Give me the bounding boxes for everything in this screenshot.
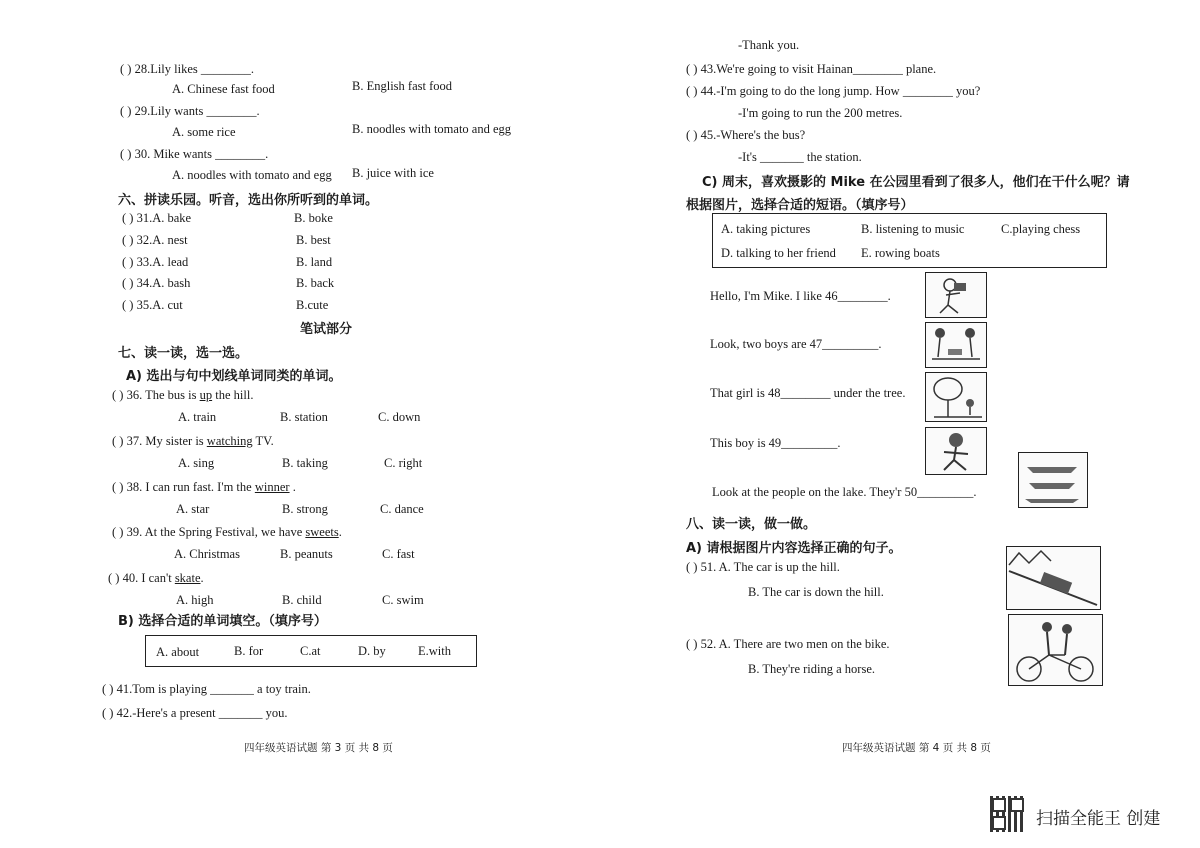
question-line-q44: ( ) 44.-I'm going to do the long jump. How ________ you? bbox=[686, 84, 981, 98]
question-line-q32b: B. best bbox=[296, 233, 331, 247]
question-line-q39a: A. Christmas bbox=[174, 547, 240, 561]
question-line-q35b: B.cute bbox=[296, 298, 329, 312]
question-line-q35: ( ) 35.A. cut bbox=[122, 298, 183, 312]
question-line-q39: ( ) 39. At the Spring Festival, we have sweets. bbox=[112, 525, 342, 539]
page-footer-right: 四年级英语试题 第 4 页 共 8 页 bbox=[842, 742, 991, 754]
photographer-sketch-icon bbox=[926, 273, 986, 317]
question-line-q44r: -I'm going to run the 200 metres. bbox=[738, 106, 903, 120]
boats-sketch-icon bbox=[1019, 453, 1087, 507]
phrase-option: D. talking to her friend bbox=[721, 246, 836, 260]
question-line-q28a: A. Chinese fast food bbox=[172, 82, 275, 96]
question-line-q38c: C. dance bbox=[380, 502, 424, 516]
question-line-q31b: B. boke bbox=[294, 211, 333, 225]
question-line-q37c: C. right bbox=[384, 456, 423, 470]
question-line-q36c: C. down bbox=[378, 410, 421, 424]
question-line-q36: ( ) 36. The bus is up the hill. bbox=[112, 388, 254, 402]
picture-rowing-boats bbox=[1018, 452, 1088, 508]
qr-code-icon bbox=[990, 796, 1026, 832]
question-line-q52b: B. They're riding a horse. bbox=[748, 662, 875, 676]
question-line-q29a: A. some rice bbox=[172, 125, 236, 139]
question-line-q33: ( ) 33.A. lead bbox=[122, 255, 189, 269]
question-line-q46: Hello, I'm Mike. I like 46________. bbox=[710, 289, 891, 303]
word-option: D. by bbox=[358, 644, 386, 658]
underlined-word: sweets bbox=[305, 525, 339, 539]
picture-car-hill bbox=[1006, 546, 1101, 610]
question-line-q49: This boy is 49_________. bbox=[710, 436, 841, 450]
phrase-choice-box bbox=[712, 213, 1107, 268]
picture-bike-riders bbox=[1008, 614, 1103, 686]
word-option: A. about bbox=[156, 645, 200, 659]
section-heading-sec7a: A) 选出与句中划线单词同类的单词。 bbox=[126, 369, 342, 384]
question-line-q45: ( ) 45.-Where's the bus? bbox=[686, 128, 806, 142]
question-line-q34: ( ) 34.A. bash bbox=[122, 276, 191, 290]
chess-players-sketch-icon bbox=[926, 323, 986, 367]
tree-sketch-icon bbox=[926, 373, 986, 421]
section-heading-sec7: 七、读一读，选一选。 bbox=[118, 346, 249, 361]
section-heading-sec6: 六、拼读乐园。听音，选出你所听到的单词。 bbox=[118, 193, 379, 208]
question-line-q41: ( ) 41.Tom is playing _______ a toy train. bbox=[102, 682, 311, 696]
question-line-q38: ( ) 38. I can run fast. I'm the winner . bbox=[112, 480, 296, 494]
question-line-q30a: A. noodles with tomato and egg bbox=[172, 168, 332, 182]
word-option: E.with bbox=[418, 644, 451, 658]
question-line-q38b: B. strong bbox=[282, 502, 328, 516]
underlined-word: winner bbox=[254, 480, 290, 494]
phrase-option: C.playing chess bbox=[1001, 222, 1081, 236]
question-line-q40c: C. swim bbox=[382, 593, 424, 607]
phrase-option: B. listening to music bbox=[861, 222, 965, 236]
section-heading-sec7b: B) 选择合适的单词填空。（填序号） bbox=[118, 614, 327, 629]
question-line-q33b: B. land bbox=[296, 255, 333, 269]
question-line-q37a: A. sing bbox=[178, 456, 215, 470]
question-line-q29b: B. noodles with tomato and egg bbox=[352, 122, 512, 136]
word-choice-box bbox=[145, 635, 477, 667]
underlined-word: skate bbox=[174, 571, 201, 585]
section-heading-secC: C) 周末，喜欢摄影的 Mike 在公园里看到了很多人，他们在干什么呢？请 bbox=[702, 175, 1130, 190]
underlined-word: up bbox=[199, 388, 213, 402]
phrase-option: A. taking pictures bbox=[721, 222, 811, 236]
question-line-q42: ( ) 42.-Here's a present _______ you. bbox=[102, 706, 288, 720]
underlined-word: watching bbox=[206, 434, 253, 448]
scanner-watermark: 扫描全能王 创建 bbox=[1036, 809, 1161, 829]
question-line-q52: ( ) 52. A. There are two men on the bike. bbox=[686, 637, 890, 651]
question-line-q38a: A. star bbox=[176, 502, 210, 516]
question-line-thanks: -Thank you. bbox=[738, 38, 800, 52]
section-heading-sec8a: A) 请根据图片内容选择正确的句子。 bbox=[686, 541, 902, 556]
question-line-q31: ( ) 31.A. bake bbox=[122, 211, 192, 225]
question-line-q30b: B. juice with ice bbox=[352, 166, 434, 180]
question-line-q36b: B. station bbox=[280, 410, 328, 424]
picture-taking-photos bbox=[925, 272, 987, 318]
question-line-q43: ( ) 43.We're going to visit Hainan________ plane. bbox=[686, 62, 937, 76]
word-option: C.at bbox=[300, 644, 321, 658]
picture-playing-chess bbox=[925, 322, 987, 368]
car-on-hill-sketch-icon bbox=[1007, 547, 1100, 609]
phrase-option: E. rowing boats bbox=[861, 246, 940, 260]
question-line-q47: Look, two boys are 47_________. bbox=[710, 337, 882, 351]
question-line-q34b: B. back bbox=[296, 276, 335, 290]
boy-sketch-icon bbox=[926, 428, 986, 474]
question-line-q36a: A. train bbox=[178, 410, 217, 424]
picture-girl-under-tree bbox=[925, 372, 987, 422]
question-line-q51: ( ) 51. A. The car is up the hill. bbox=[686, 560, 840, 574]
question-line-q28: ( ) 28.Lily likes ________. bbox=[120, 62, 255, 76]
question-line-q39c: C. fast bbox=[382, 547, 415, 561]
page-footer-left: 四年级英语试题 第 3 页 共 8 页 bbox=[244, 742, 393, 754]
question-line-q50: Look at the people on the lake. They'r 50_________. bbox=[712, 485, 977, 499]
word-option: B. for bbox=[234, 644, 264, 658]
question-line-q51b: B. The car is down the hill. bbox=[748, 585, 884, 599]
question-line-q28b: B. English fast food bbox=[352, 79, 452, 93]
question-line-q30: ( ) 30. Mike wants ________. bbox=[120, 147, 269, 161]
question-line-q32: ( ) 32.A. nest bbox=[122, 233, 188, 247]
question-line-q37b: B. taking bbox=[282, 456, 328, 470]
section-heading-secC2: 根据图片，选择合适的短语。（填序号） bbox=[686, 198, 914, 213]
question-line-q29: ( ) 29.Lily wants ________. bbox=[120, 104, 260, 118]
question-line-q39b: B. peanuts bbox=[280, 547, 333, 561]
question-line-q37: ( ) 37. My sister is watching TV. bbox=[112, 434, 274, 448]
question-line-q40b: B. child bbox=[282, 593, 322, 607]
section-heading-sec8: 八、读一读，做一做。 bbox=[686, 517, 817, 532]
picture-boy bbox=[925, 427, 987, 475]
question-line-q40: ( ) 40. I can't skate. bbox=[108, 571, 204, 585]
question-line-q40a: A. high bbox=[176, 593, 214, 607]
question-line-q45r: -It's _______ the station. bbox=[738, 150, 862, 164]
question-line-q48: That girl is 48________ under the tree. bbox=[710, 386, 906, 400]
tandem-bike-sketch-icon bbox=[1009, 615, 1102, 685]
section-heading-written: 笔试部分 bbox=[300, 322, 353, 337]
